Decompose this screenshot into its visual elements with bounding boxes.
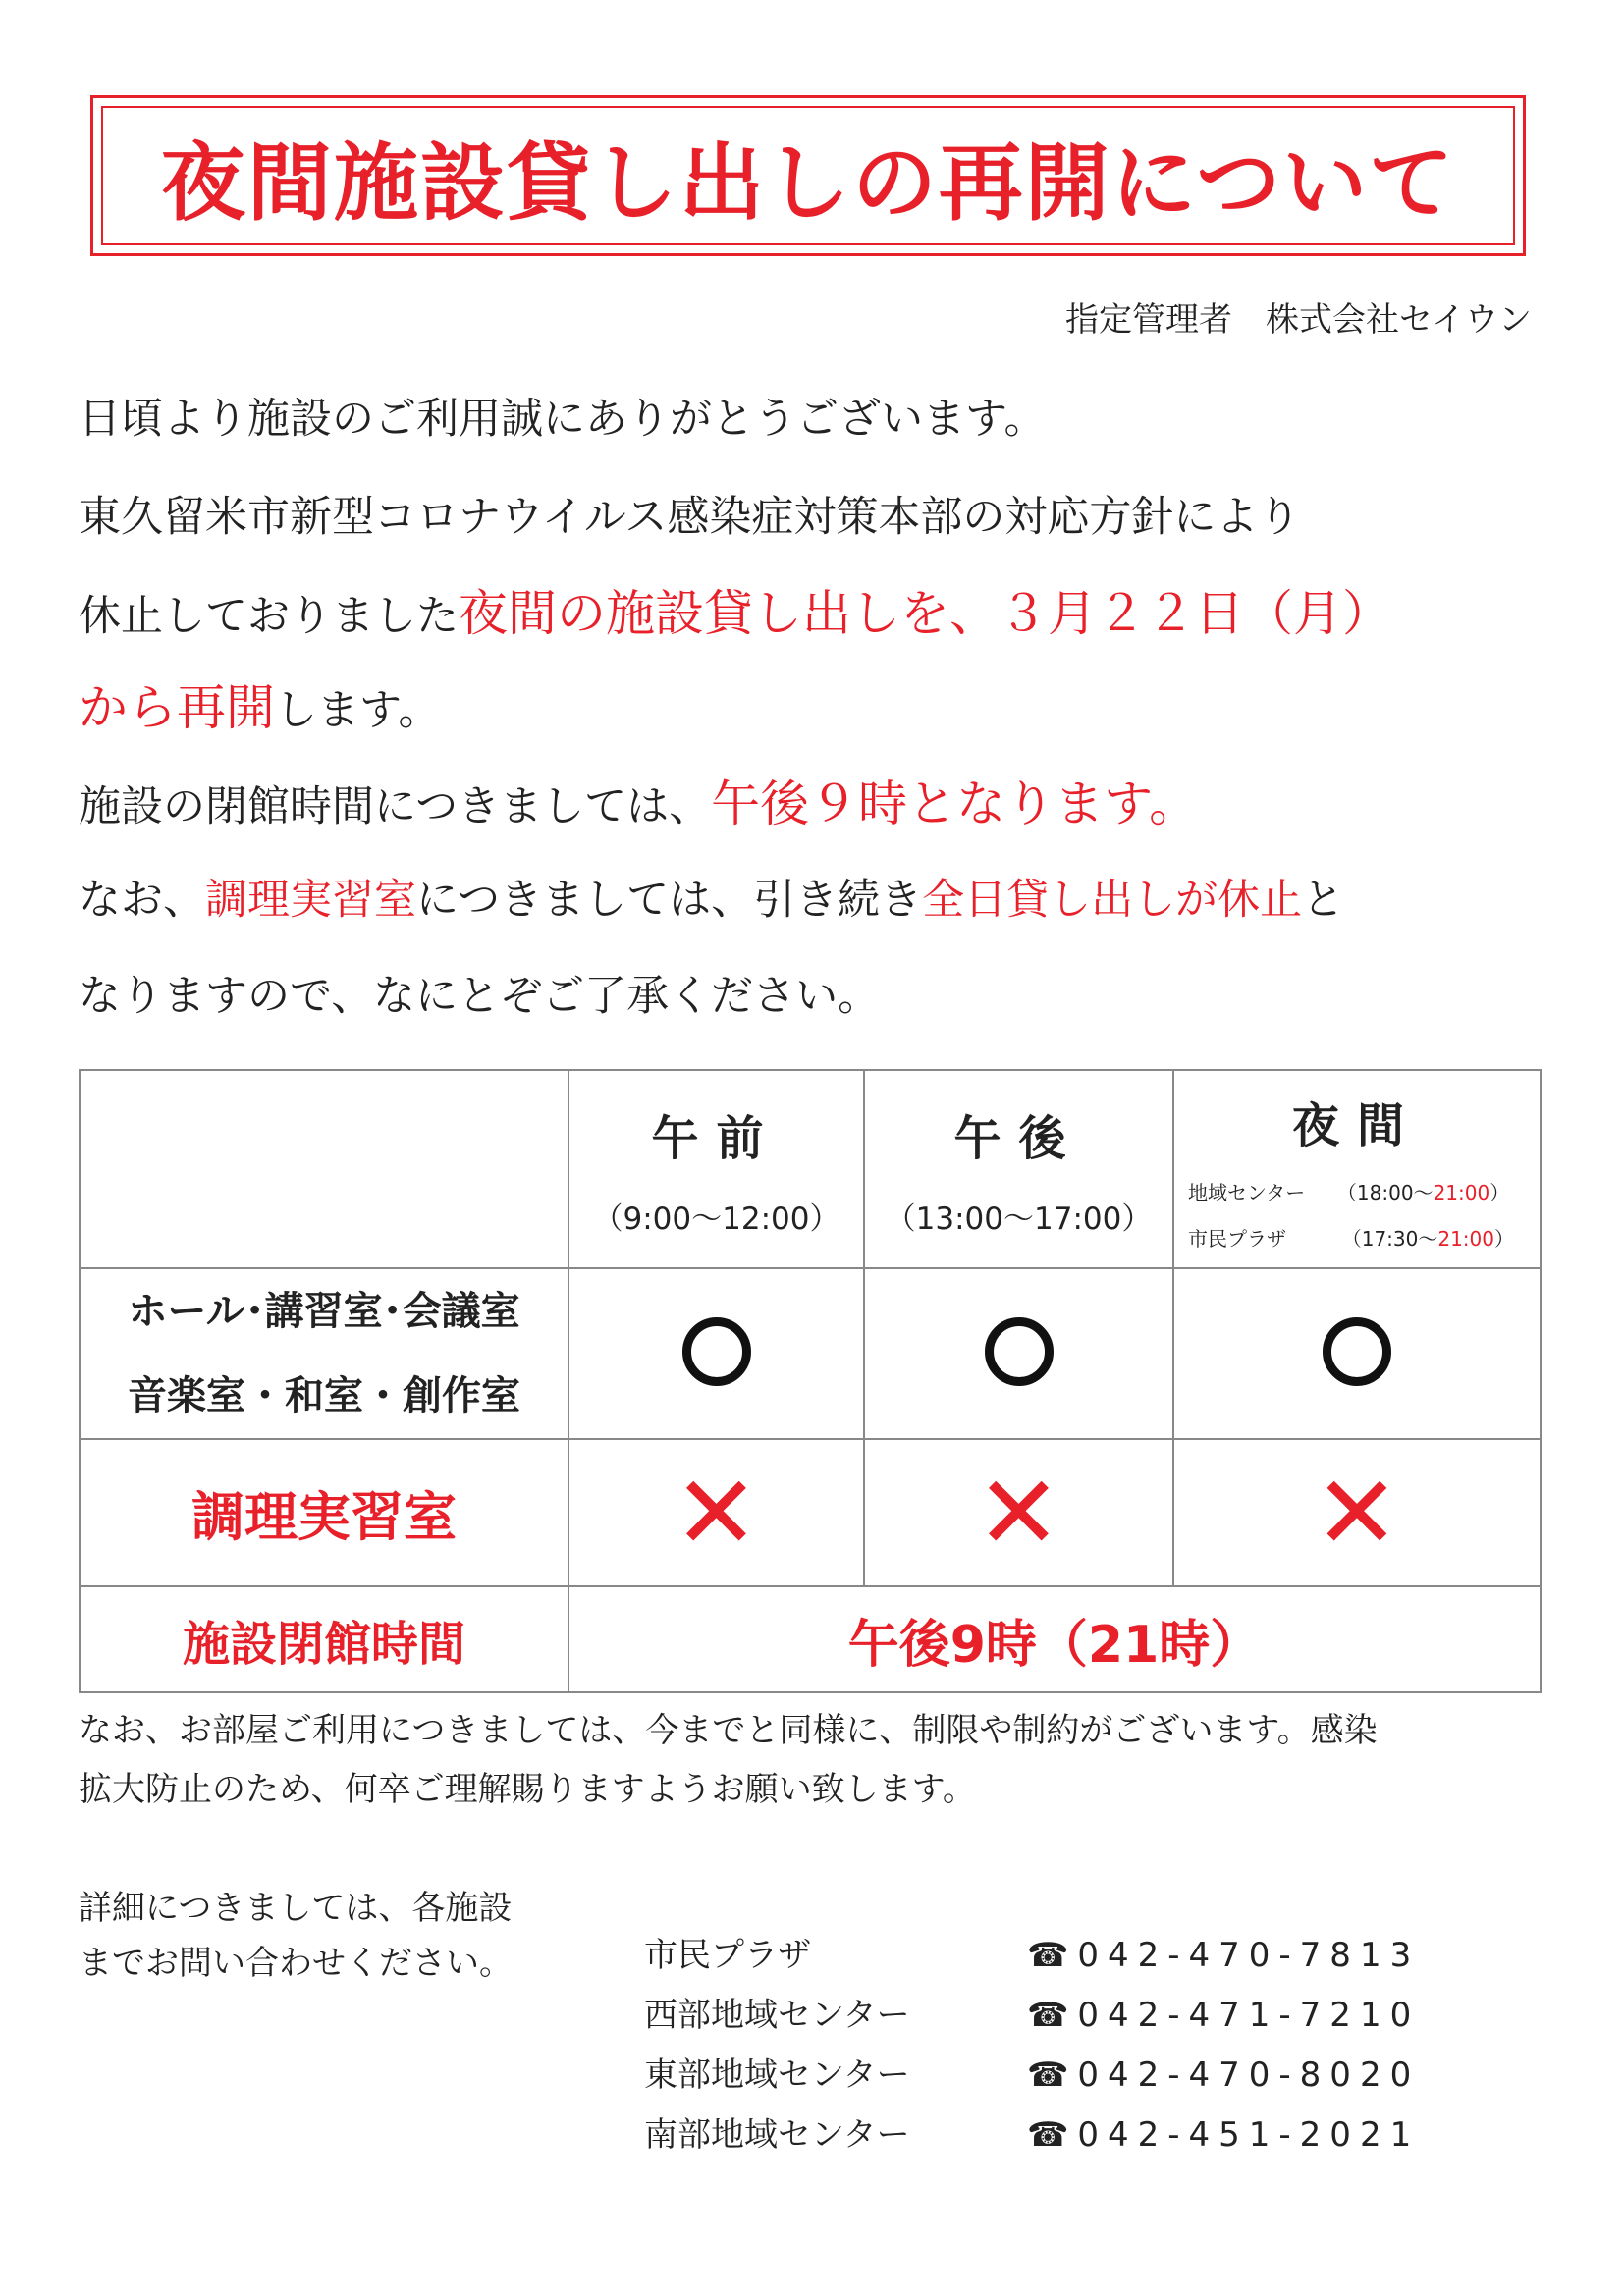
usage-note-line-2: 拡大防止のため、何卒ご理解賜りますようお願い致します。	[79, 1770, 976, 1809]
unavailable-x-icon: ✕	[975, 1453, 1062, 1573]
list-item	[644, 2106, 1420, 2165]
reopen-text-red: 夜間の施設貸し出しを、３月２２日（月）	[459, 585, 1391, 642]
cooking-night-cell	[1173, 1439, 1541, 1586]
closing-time-red: 午後９時となります。	[711, 775, 1199, 832]
cooking-text-red2: 全日貸し出しが休止	[922, 876, 1303, 925]
contact-name: 市民プラザ	[644, 1936, 811, 1975]
title-frame	[90, 95, 1526, 256]
night-time-close: ）	[1489, 1180, 1510, 1204]
header-pm-time: （13:00～17:00）	[885, 1201, 1153, 1237]
header-am-time: （9:00～12:00）	[592, 1201, 840, 1237]
page-title: 夜間施設貸し出しの再開について	[160, 134, 1456, 233]
table-row	[80, 1439, 1541, 1586]
closing-time-normal: 施設の閉館時間につきましては、	[79, 782, 712, 831]
closing-label-cell	[80, 1586, 568, 1692]
contact-name: 南部地域センター	[644, 2115, 910, 2155]
reopen-from-normal: します。	[275, 686, 441, 735]
reopen-line-2	[79, 679, 1551, 736]
closing-label: 施設閉館時間	[182, 1616, 465, 1672]
rooms-line-1: ホール･講習室･会議室	[128, 1289, 520, 1334]
cooking-room-line	[79, 876, 1551, 925]
header-night-label: 夜間	[1291, 1097, 1422, 1153]
cooking-am-cell	[568, 1439, 864, 1586]
cooking-text-b: につきましては、引き続き	[416, 876, 923, 925]
reopen-text-normal: 休止しておりました	[79, 592, 459, 641]
title-inner-frame	[101, 106, 1515, 245]
inquiry-note-line-2: までお問い合わせください。	[79, 1944, 513, 1983]
cooking-text-red1: 調理実習室	[205, 876, 416, 925]
rooms-cell	[80, 1268, 568, 1439]
table-row	[80, 1268, 1541, 1439]
night-place: 地域センター	[1188, 1180, 1306, 1204]
apology-line: なりますので、なにとぞご了承ください。	[79, 972, 881, 1021]
contact-phone: ☎042-471-7210	[1027, 1996, 1421, 2035]
cooking-pm-cell	[864, 1439, 1173, 1586]
list-item	[644, 1926, 1420, 1986]
greeting-line: 日頃より施設のご利用誠にありがとうございます。	[79, 395, 1047, 444]
night-time-row	[1174, 1177, 1540, 1205]
cooking-room-label: 調理実習室	[191, 1485, 457, 1548]
available-circle-icon	[682, 1317, 751, 1386]
inquiry-note	[79, 1881, 513, 1991]
contact-phone: ☎042-470-8020	[1027, 2056, 1421, 2095]
rooms-am-cell	[568, 1268, 864, 1439]
contact-name: 東部地域センター	[644, 2056, 910, 2095]
rooms-pm-cell	[864, 1268, 1173, 1439]
header-night	[1173, 1070, 1541, 1268]
available-circle-icon	[1323, 1317, 1391, 1386]
policy-line: 東久留米市新型コロナウイルス感染症対策本部の対応方針により	[79, 493, 1301, 542]
header-pm	[864, 1070, 1173, 1268]
night-place: 市民プラザ	[1188, 1226, 1286, 1251]
usage-note-line-1: なお、お部屋ご利用につきましては、今までと同様に、制限や制約がございます。感染	[79, 1711, 1378, 1750]
contact-phone: ☎042-470-7813	[1027, 1936, 1421, 1975]
table-corner-cell	[80, 1070, 568, 1268]
night-time-end: 21:00	[1437, 1226, 1494, 1251]
schedule-table	[79, 1069, 1542, 1693]
contact-phone: ☎042-451-2021	[1027, 2115, 1421, 2155]
night-time-row	[1174, 1223, 1540, 1252]
header-pm-label: 午後	[953, 1111, 1084, 1166]
reopen-line	[79, 585, 1551, 642]
contact-list	[644, 1926, 1420, 2165]
available-circle-icon	[985, 1317, 1054, 1386]
closing-value: 午後9時（21時）	[847, 1615, 1262, 1675]
reopen-from-red: から再開	[79, 679, 275, 736]
night-time-end: 21:00	[1433, 1180, 1490, 1204]
contact-name: 西部地域センター	[644, 1996, 910, 2035]
rooms-line-2: 音楽室・和室・創作室	[128, 1373, 520, 1418]
rooms-night-cell	[1173, 1268, 1541, 1439]
night-time-start: （18:00～	[1336, 1180, 1434, 1204]
closing-time-line	[79, 775, 1551, 832]
night-time-close: ）	[1494, 1226, 1514, 1251]
closing-value-cell	[568, 1586, 1541, 1692]
list-item	[644, 1986, 1420, 2046]
table-header-row	[80, 1070, 1541, 1268]
cooking-text-c: と	[1302, 876, 1345, 925]
table-row	[80, 1586, 1541, 1692]
inquiry-note-line-1: 詳細につきましては、各施設	[79, 1889, 513, 1928]
unavailable-x-icon: ✕	[1314, 1453, 1400, 1573]
header-am	[568, 1070, 864, 1268]
cooking-text-a: なお、	[79, 876, 205, 925]
list-item	[644, 2046, 1420, 2106]
cooking-room-cell	[80, 1439, 568, 1586]
night-time-start: （17:30～	[1341, 1226, 1438, 1251]
unavailable-x-icon: ✕	[673, 1453, 760, 1573]
manager-credit: 指定管理者 株式会社セイウン	[1065, 300, 1532, 340]
usage-note	[79, 1701, 1551, 1819]
header-am-label: 午前	[651, 1111, 782, 1166]
